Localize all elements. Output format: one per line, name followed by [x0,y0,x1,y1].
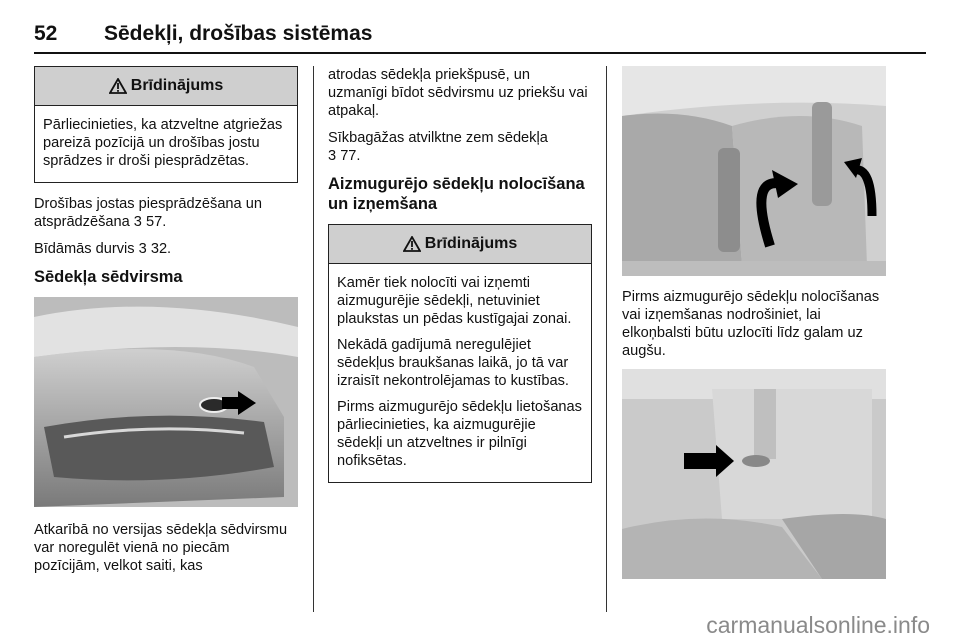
page-header [34,22,926,46]
warning-triangle-icon [403,236,421,252]
paragraph-armrest: Pirms aizmugurējo sēdekļu nolocīšanas vai izņemšanas nodrošiniet, lai elkoņbalsti būtu uzlocīti līdz galam uz augšu. [622,289,880,359]
paragraph-sliding-door [34,240,298,258]
page-title: Sēdekļi, drošības sistēmas [104,22,373,45]
warning-body [329,264,591,482]
page-ref-link[interactable]: 32. [150,241,172,257]
paragraph-text: Drošības jostas piesprādzēšana un atsprādzēšana [34,196,262,230]
section-heading-seat-cushion: Sēdekļa sēdvirsma [34,268,183,286]
section-heading-rear-seats: Aizmugurējo sēdekļu nolocīšana un izņemšana [328,175,585,213]
page-ref-arrow: 3 [328,148,337,164]
page-number: 52 [34,22,58,45]
warning-text-2: Nekādā gadījumā neregulējiet sēdekļus braukšanas laikā, jo tā var izraisīt nekontrolējamas to kustības. [337,337,569,389]
warning-box [328,224,592,483]
page-ref-link[interactable]: 77. [340,148,361,164]
warning-header [329,225,591,264]
paragraph-text: Sīkbagāžas atvilktne zem sēdekļa [328,130,548,146]
warning-triangle-icon [109,78,127,94]
paragraph-seatbelt [34,195,298,231]
warning-text: Pārliecinieties, ka atzveltne atgriežas pareizā pozīcijā un drošības jostu sprādzes ir droši piesprādzētas. [43,117,283,169]
rear-seat-armrest-illustration [622,66,886,276]
warning-box [34,66,298,183]
paragraph-seat-slide: atrodas sēdekļa priekšpusē, un uzmanīgi bīdot sēdvirsmu uz priekšu vai atpakaļ. [328,67,588,119]
paragraph-storage-drawer [328,129,592,165]
header-divider [34,52,926,54]
column-2 [328,66,592,495]
warning-header [35,67,297,106]
warning-body [35,106,297,182]
warning-title: Brīdinājums [130,77,224,94]
paragraph-text: Bīdāmās durvis [34,241,139,257]
warning-text-3: Pirms aizmugurējo sēdekļu lietošanas pārliecinieties, ka aizmugurējie sēdekļi un atzveltnes ir pilnīgi nofiksētas. [337,399,582,469]
column-3 [622,66,886,579]
column-divider-2 [606,66,607,612]
seat-cushion-illustration [34,297,298,507]
watermark-text: carmanualsonline.info [706,612,930,638]
paragraph-seat-adjust: Atkarībā no versijas sēdekļa sēdvirsmu var noregulēt vienā no piecām pozīcijām, velkot saiti, kas [34,522,288,574]
column-1 [34,66,298,584]
seat-lever-illustration [622,369,886,579]
page-ref-arrow: 3 [138,241,147,257]
warning-text-1: Kamēr tiek nolocīti vai izņemti aizmugurējie sēdekļi, netuviniet plaukstas un pēdas kustīgajai zonai. [337,275,572,327]
page-ref-arrow: 3 [133,214,142,230]
warning-title: Brīdinājums [424,235,518,252]
column-divider-1 [313,66,314,612]
page-ref-link[interactable]: 57. [145,214,167,230]
